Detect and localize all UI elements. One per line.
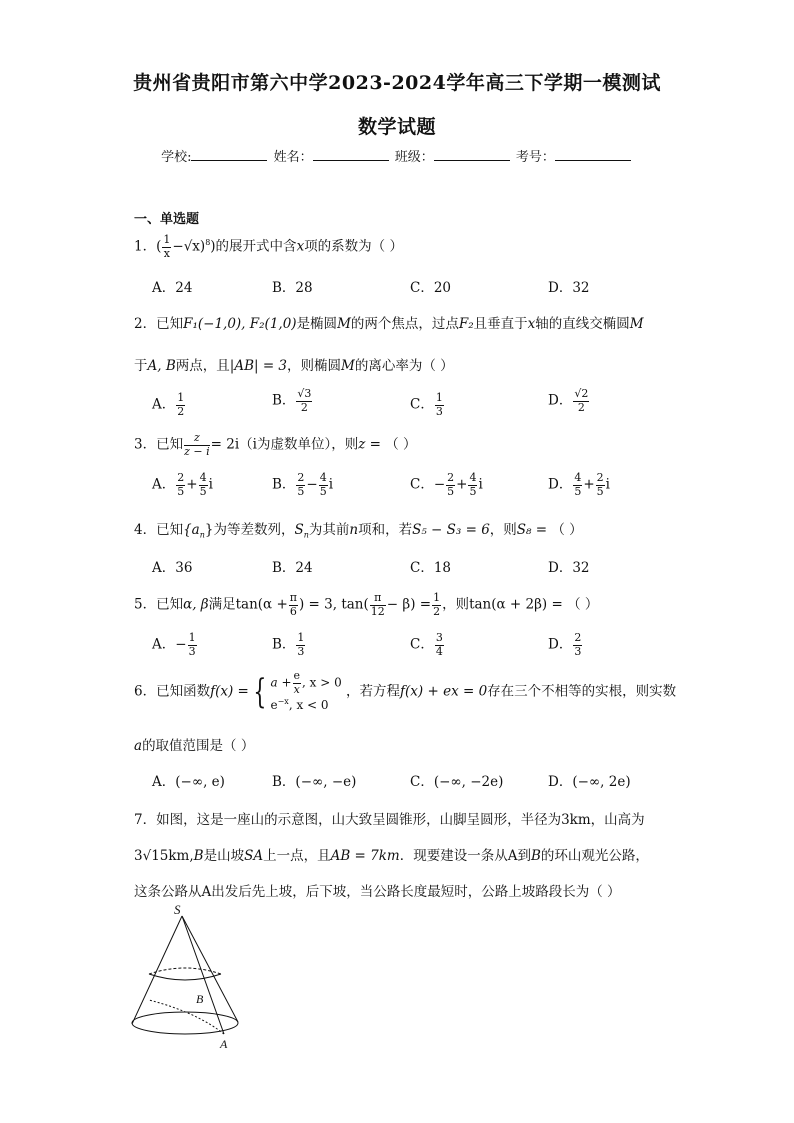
label-b: B (196, 992, 204, 1006)
question-6-stem-line1: 6．已知函数f(x) = { a + $\frac{e}{x}$, x > 0 $e^{-x}$, x < 0 ，若方程f(x) + ex = 0存在三个不相等的实根，则实数 (134, 669, 677, 713)
label-a: A (220, 1037, 228, 1050)
q6-option-d[interactable]: D．(−∞, 2e) (548, 774, 631, 790)
q6-option-a[interactable]: A．(−∞, e) (152, 774, 225, 790)
question-7-stem-line3: 这条公路从A出发后先上坡，后下坡，当公路长度最短时，公路上坡路段长为（ ） (134, 884, 621, 900)
q4-option-c[interactable]: C．18 (410, 560, 452, 576)
student-info-line (0, 146, 794, 165)
q5-option-c[interactable]: C． $\frac{3}{4}$ (410, 631, 443, 658)
question-1-stem: 1．( $\frac{1}{x}$ −√x)$^8$)的展开式中含x项的系数为（ ） (134, 233, 403, 260)
section-heading: 一、单选题 (134, 212, 200, 227)
field-school-blank[interactable] (191, 148, 267, 161)
field-class-label: 班级： (394, 150, 434, 165)
field-class-blank[interactable] (434, 148, 510, 161)
q1-option-c[interactable]: C．20 (410, 280, 452, 296)
question-6-stem-line2: a的取值范围是（ ） (134, 738, 255, 754)
field-name-blank[interactable] (313, 148, 389, 161)
cone-figure (126, 900, 246, 1050)
q1-option-a[interactable]: A．24 (152, 280, 193, 296)
field-name-label: 姓名： (273, 150, 313, 165)
question-5-stem: 5．已知α, β满足tan(α + $\frac{\pi}{6}$ ) = 3, tan( $\frac{\pi}{12}$ − β) = $\frac{1}{2}$ ，则tan(α + 2β) = （ ） (134, 591, 599, 618)
q6-option-c[interactable]: C．(−∞, −2e) (410, 774, 504, 790)
label-s: S (174, 902, 181, 917)
q2-option-a[interactable]: A． $\frac{1}{2}$ (152, 391, 185, 418)
q5-option-d[interactable]: D． $\frac{2}{3}$ (548, 631, 582, 658)
q1-option-d[interactable]: D．32 (548, 280, 590, 296)
q2-option-b[interactable]: B． $\frac{√3}{2}$ (272, 387, 312, 414)
q5-option-a[interactable]: A．− $\frac{1}{3}$ (152, 631, 196, 658)
q4-option-a[interactable]: A．36 (152, 560, 193, 576)
question-4-stem: 4．已知$\{a_n\}$为等差数列，$S_n$为其前n项和，若S₅ − S₃ = 6，则S₈ = （ ） (134, 522, 583, 540)
q2-option-d[interactable]: D． $\frac{√2}{2}$ (548, 387, 589, 414)
field-examno-blank[interactable] (555, 148, 631, 161)
q4-option-b[interactable]: B．24 (272, 560, 313, 576)
question-7-stem-line1: 7．如图，这是一座山的示意图，山大致呈圆锥形，山脚呈圆形，半径为3km，山高为 (134, 812, 645, 828)
q3-option-b[interactable]: B． $\frac{2}{5}$ − $\frac{4}{5}$ i (272, 471, 334, 498)
q3-option-d[interactable]: D． $\frac{4}{5}$ + $\frac{2}{5}$ i (548, 471, 610, 498)
q3-option-a[interactable]: A． $\frac{2}{5}$ + $\frac{4}{5}$ i (152, 471, 213, 498)
question-7-stem-line2: 3√15km,B是山坡SA上一点，且AB = 7km．现要建设一条从A到B的环山观光公路， (134, 848, 649, 864)
page-subtitle: 数学试题 (357, 116, 436, 138)
q3-option-c[interactable]: C．− $\frac{2}{5}$ + $\frac{4}{5}$ i (410, 471, 483, 498)
question-2-stem-line2: 于A, B两点，且|AB| = 3，则椭圆M的离心率为（ ） (134, 358, 454, 374)
question-2-stem-line1: 2．已知F₁(−1,0), F₂(1,0)是椭圆M的两个焦点，过点F₂且垂直于x轴的直线交椭圆M (134, 316, 644, 332)
page-title: 贵州省贵阳市第六中学2023-2024学年高三下学期一模测试 (133, 72, 661, 94)
q4-option-d[interactable]: D．32 (548, 560, 590, 576)
question-3-stem: 3．已知 $\frac{z}{z - i}= 2i(i$为虚数单位），则z = （ ） (134, 431, 417, 458)
q6-option-b[interactable]: B．(−∞, −e) (272, 774, 357, 790)
q5-option-b[interactable]: B． $\frac{1}{3}$ (272, 631, 305, 658)
q1-option-b[interactable]: B．28 (272, 280, 313, 296)
field-examno-label: 考号： (515, 150, 555, 165)
q2-option-c[interactable]: C． $\frac{1}{3}$ (410, 391, 443, 418)
field-school-label: 学校: (161, 150, 192, 165)
frac-1-over-x: $\frac{1}{x}$ (163, 233, 171, 260)
